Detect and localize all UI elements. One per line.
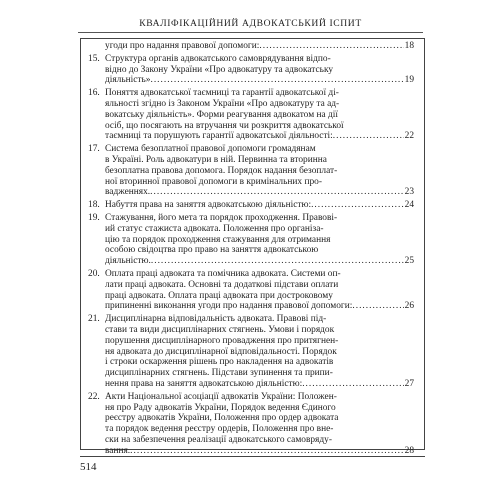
toc-entry-last-line: [105, 187, 414, 198]
toc-page-ref: 28: [404, 445, 414, 456]
toc-entry-title-end: угоди про надання правової допомоги:: [105, 41, 260, 51]
toc-entry-title-end: вання.: [105, 445, 131, 456]
toc-entry-last-line: [105, 75, 414, 86]
toc-entry-line: ий статус стажиста адвоката. Положення про організа-: [105, 223, 324, 234]
toc-entry-last-line: [105, 131, 414, 142]
toc-entry-last-line: [105, 301, 414, 312]
toc-entry-line: в Україні. Роль адвокатури в ній. Первинна та вторинна: [105, 154, 327, 165]
dot-leader: [150, 187, 403, 198]
toc-entry-line: вокатську діяльність». Форми реагування адвокатом на дії: [105, 109, 338, 120]
toc-entry: [88, 269, 414, 312]
dot-leader: [151, 256, 404, 267]
dot-leader: [130, 446, 403, 457]
toc-entry-line: ної вторинної правової допомоги в кримінальних про-: [105, 176, 322, 187]
toc-entry-title-end: таємниці та порушують гарантії адвокатської діяльності:: [105, 131, 333, 142]
table-of-contents: [88, 41, 414, 458]
toc-entry: [88, 392, 414, 457]
toc-entry-line: осіб, що посягають на втручання чи розкриття адвокатської: [105, 120, 344, 131]
toc-entry-title-end: Набуття права на заняття адвокатською діяльністю:: [105, 200, 312, 211]
toc-page-ref: 27: [404, 378, 414, 389]
toc-entry-number: 17.: [88, 144, 100, 155]
toc-entry: [88, 200, 414, 211]
toc-entry-line: реєстру адвокатів України, Положення про ордер адвоката: [105, 413, 339, 424]
toc-entry-line: особою свідоцтва про право на заняття адвокатською: [105, 245, 319, 256]
toc-entry-line: цію та порядок проходження стажування для отримання: [105, 234, 331, 245]
dot-leader: [302, 379, 403, 390]
toc-entry-number: 16.: [88, 88, 100, 99]
toc-entry-line: праці адвоката. Оплата праці адвоката при достроковому: [105, 290, 333, 301]
toc-entry-title-end: нення права на заняття адвокатською діяльністю:: [105, 378, 303, 389]
toc-entry-title-end: припиненні виконання угоди про надання правової допомоги:: [105, 301, 353, 312]
toc-entry-line: Оплата праці адвоката та помічника адвоката. Системи оп-: [105, 268, 341, 279]
toc-entry-line: Структура органів адвокатського самоврядування відпо-: [105, 53, 331, 64]
toc-entry-title-end: діяльністю.: [105, 256, 151, 267]
toc-entry-number: 22.: [88, 391, 100, 402]
toc-entry-last-line: [105, 256, 414, 267]
toc-entry-line: дисциплінарних стягнень. Підстави зупинення та припи-: [105, 368, 333, 379]
toc-entry-number: 21.: [88, 314, 100, 325]
dot-leader: [333, 131, 404, 142]
dot-leader: [259, 41, 403, 52]
toc-entry: [88, 213, 414, 267]
toc-entry-last-line: [105, 446, 414, 457]
toc-entry-line: ня адвоката до дисциплінарної відповідальності. Порядок: [105, 346, 337, 357]
toc-entry-number: 18.: [88, 200, 100, 211]
toc-entry: [88, 314, 414, 390]
dot-leader: [150, 75, 403, 86]
running-header: КВАЛІФІКАЦІЙНИЙ АДВОКАТСЬКИЙ ІСПИТ: [139, 18, 362, 29]
toc-entry-line: Система безоплатної правової допомоги громадянам: [105, 144, 316, 155]
toc-page-ref: 19: [404, 75, 414, 86]
header-rule: [78, 32, 423, 33]
dot-leader: [311, 200, 404, 211]
toc-entry-line: лати праці адвоката. Основні та додаткові підстави оплати: [105, 279, 339, 290]
toc-entry-line: відно до Закону України «Про адвокатуру та адвокатську: [105, 64, 334, 75]
toc-entry-line: ня про Раду адвокатів України, Порядок ведення Єдиного: [105, 402, 336, 413]
toc-page-ref: 18: [404, 41, 414, 51]
toc-entry-last-line: [105, 200, 414, 211]
toc-entry-line: безоплатна правова допомога. Порядок надання безоплат-: [105, 165, 338, 176]
toc-entry-title-end: вадженнях.: [105, 187, 151, 198]
footer-rule: [80, 456, 425, 457]
dot-leader: [352, 301, 403, 312]
toc-entry: [88, 144, 414, 198]
toc-page-ref: 22: [404, 131, 414, 142]
toc-entry-line: Дисциплінарна відповідальність адвоката. Правові під-: [105, 314, 327, 325]
toc-entry-line: і строки оскарження рішень про накладення на адвокатів: [105, 357, 334, 368]
toc-entry: [88, 54, 414, 86]
toc-entry: [88, 41, 414, 52]
toc-entry-number: 15.: [88, 53, 100, 64]
toc-page-ref: 23: [404, 187, 414, 198]
toc-entry-line: порушення дисциплінарного провадження про притягнен-: [105, 335, 339, 346]
toc-entry-line: яльності згідно із Законом України «Про адвокатуру та ад-: [105, 98, 340, 109]
page-number: 514: [80, 461, 97, 473]
toc-entry-last-line: [105, 41, 414, 52]
toc-page-ref: 26: [404, 301, 414, 312]
toc-entry-line: Акти Національної асоціації адвокатів України: Положен-: [105, 391, 337, 402]
toc-page-ref: 25: [404, 256, 414, 267]
toc-entry-title-end: діяльність»: [105, 75, 151, 86]
toc-entry-number: 19.: [88, 212, 100, 223]
toc-entry-line: ски на забезпечення реалізації адвокатського самовряду-: [105, 434, 332, 445]
toc-entry: [88, 88, 414, 142]
toc-entry-line: Поняття адвокатської таємниці та гарантії адвокатської ді-: [105, 88, 339, 99]
toc-entry-line: та порядок ведення реєстру ордерів, Положення про вне-: [105, 424, 334, 435]
toc-entry-last-line: [105, 379, 414, 390]
toc-entry-line: Стажування, його мета та порядок проходження. Правові-: [105, 212, 338, 223]
toc-page-ref: 24: [404, 200, 414, 211]
toc-entry-number: 20.: [88, 268, 100, 279]
toc-entry-line: стави та види дисциплінарних стягнень. Умови і порядок: [105, 324, 335, 335]
